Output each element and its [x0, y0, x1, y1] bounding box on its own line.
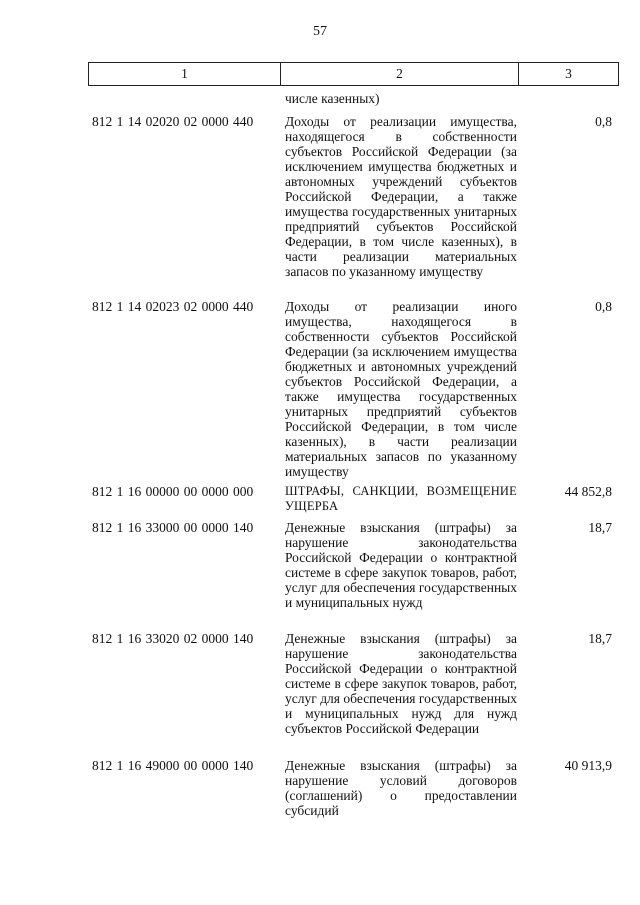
- header-col-3: 3: [519, 63, 619, 86]
- row-description: Денежные взыскания (штрафы) за нарушение законодательства Российской Федерации о контрактной системе в сфере закупок товаров, работ, услуг для обеспечения государственных и муниципальных нужд для нужд субъектов Российской Федерации: [285, 631, 517, 736]
- budget-code: 812 1 14 02023 02 0000 440: [92, 299, 254, 314]
- budget-code: 812 1 16 49000 00 0000 140: [92, 758, 254, 773]
- row-amount: 40 913,9: [564, 758, 612, 773]
- header-col-1: 1: [89, 63, 281, 86]
- table-header: [88, 62, 619, 86]
- budget-code: 812 1 16 33000 00 0000 140: [92, 520, 254, 535]
- row-amount: 44 852,8: [564, 484, 612, 499]
- row-amount: 0,8: [595, 114, 612, 129]
- budget-code: 812 1 16 00000 00 0000 000: [92, 484, 254, 499]
- row-description: Денежные взыскания (штрафы) за нарушение законодательства Российской Федерации о контрактной системе в сфере закупок товаров, работ, услуг для обеспечения государственных и муниципальных нужд: [285, 520, 517, 610]
- row-amount: 18,7: [588, 631, 612, 646]
- row-description: Доходы от реализации иного имущества, находящегося в собственности субъектов Российской Федерации (за исключением имущества бюджетных и автономных учреждений субъектов Российской Федерации, а также имущества государственных унитарных предприятий субъектов Российской Федерации, в том числе казенных), в части реализации материальных запасов по указанному имуществу: [285, 299, 517, 479]
- budget-code: 812 1 14 02020 02 0000 440: [92, 114, 254, 129]
- header-col-2: 2: [281, 63, 519, 86]
- budget-code: 812 1 16 33020 02 0000 140: [92, 631, 254, 646]
- row-description: Денежные взыскания (штрафы) за нарушение условий договоров (соглашений) о предоставлении субсидий: [285, 758, 517, 818]
- row-description: ШТРАФЫ, САНКЦИИ, ВОЗМЕЩЕНИЕ УЩЕРБА: [285, 484, 517, 513]
- continuation-text: числе казенных): [285, 91, 380, 106]
- row-amount: 18,7: [588, 520, 612, 535]
- row-description: Доходы от реализации имущества, находящегося в собственности субъектов Российской Федерации (за исключением имущества бюджетных и автономных учреждений субъектов Российской Федерации, а также имущества государственных унитарных предприятий субъектов Российской Федерации, в том числе казенных), в части реализации материальных запасов по указанному имуществу: [285, 114, 517, 279]
- page-number: 57: [313, 24, 327, 39]
- row-amount: 0,8: [595, 299, 612, 314]
